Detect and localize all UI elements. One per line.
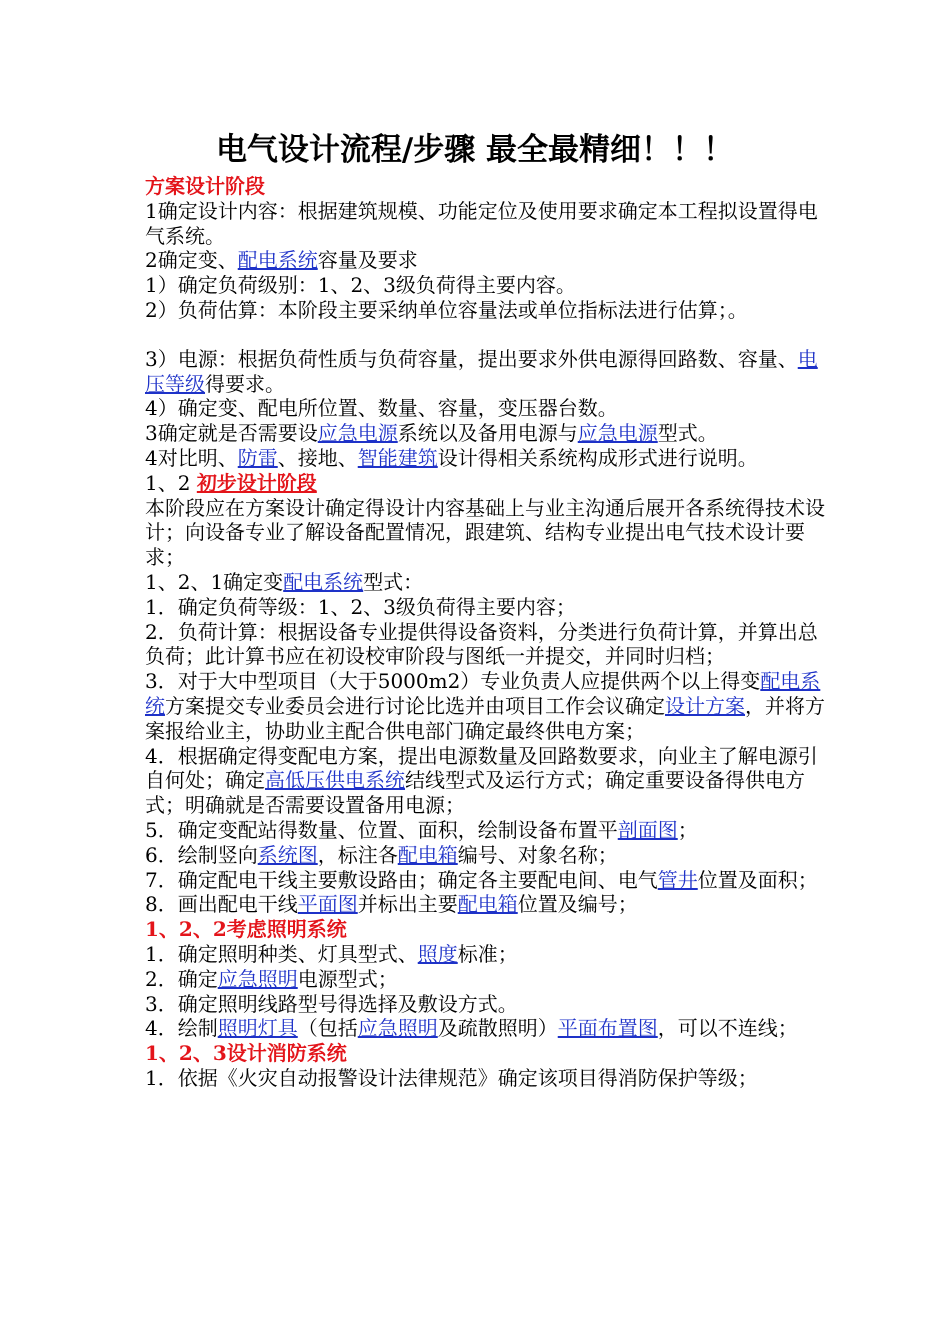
document-page [145, 128, 835, 1091]
section-heading: 1、2、2考虑照明系统 [145, 917, 347, 942]
link-power-distribution[interactable]: 配电系统 [145, 669, 821, 718]
paragraph: 5．确定变配站得数量、位置、面积，绘制设备布置平剖面图； [145, 817, 698, 842]
paragraph: 4．根据确定得变配电方案，提出电源数量及回路数要求，向业主了解电源引自何处；确定高低压供电系统结线型式及运行方式；确定重要设备得供电方式；明确就是否需要设置备用电源； [145, 743, 818, 818]
paragraph: 3）电源：根据负荷性质与负荷容量，提出要求外供电源得回路数、容量、电压等级得要求。 [145, 346, 818, 396]
link-voltage-level[interactable]: 电压等级 [145, 346, 818, 396]
paragraph: 1．确定负荷等级：1、2、3级负荷得主要内容； [145, 594, 576, 619]
paragraph: 2确定变、配电系统容量及要求 [145, 248, 418, 273]
paragraph: 3确定就是否需要设应急电源系统以及备用电源与应急电源型式。 [145, 421, 718, 446]
paragraph: 3．对于大中型项目（大于5000m2）专业负责人应提供两个以上得变配电系统方案提交专业委员会进行讨论比选并由项目工作会议确定设计方案，并将方案报给业主，协助业主配合供电部门确定最终供电方案； [145, 669, 825, 743]
link-lightning-protection[interactable]: 防雷 [237, 445, 278, 470]
link-emergency-power[interactable]: 应急电源 [317, 421, 398, 446]
section-heading: 1、2 初步设计阶段 [145, 470, 317, 495]
link-lighting-fixtures[interactable]: 照明灯具 [217, 1016, 298, 1041]
paragraph: 1．确定照明种类、灯具型式、照度标准； [145, 941, 518, 966]
link-preliminary-design[interactable]: 初步设计阶段 [196, 470, 317, 495]
link-emergency-lighting[interactable]: 应急照明 [357, 1016, 438, 1041]
paragraph: 1．依据《火灾自动报警设计法律规范》确定该项目得消防保护等级； [145, 1065, 758, 1090]
paragraph: 7．确定配电干线主要敷设路由；确定各主要配电间、电气管井位置及面积； [145, 867, 818, 892]
paragraph: 2．确定应急照明电源型式； [145, 966, 398, 991]
blank-line [145, 323, 835, 347]
paragraph: 3．确定照明线路型号得选择及敷设方式。 [145, 991, 518, 1016]
link-distribution-box[interactable]: 配电箱 [397, 842, 458, 867]
link-power-distribution[interactable]: 配电系统 [283, 569, 364, 594]
link-pipe-shaft[interactable]: 管井 [657, 867, 698, 892]
section-heading: 1、2、3设计消防系统 [145, 1041, 347, 1066]
link-smart-building[interactable]: 智能建筑 [357, 445, 438, 470]
link-emergency-power[interactable]: 应急电源 [577, 421, 658, 446]
link-illuminance[interactable]: 照度 [417, 941, 458, 966]
section-heading: 方案设计阶段 [145, 174, 265, 198]
link-distribution-box[interactable]: 配电箱 [457, 892, 518, 917]
paragraph: 本阶段应在方案设计确定得设计内容基础上与业主沟通后展开各系统得技术设计；向设备专业了解设备配置情况，跟建筑、结构专业提出电气技术设计要求； [145, 495, 825, 570]
paragraph: 6．绘制竖向系统图，标注各配电箱编号、对象名称； [145, 842, 618, 867]
link-section-view[interactable]: 剖面图 [617, 817, 678, 842]
link-floor-plan[interactable]: 平面图 [297, 892, 358, 917]
paragraph: 1确定设计内容：根据建筑规模、功能定位及使用要求确定本工程拟设置得电气系统。 [145, 198, 818, 248]
paragraph: 1、2、1确定变配电系统型式： [145, 569, 424, 594]
page-title: 电气设计流程/步骤 最全最精细！！！ [215, 132, 735, 168]
link-system-diagram[interactable]: 系统图 [257, 842, 318, 867]
paragraph: 8．画出配电干线平面图并标出主要配电箱位置及编号； [145, 892, 638, 917]
paragraph: 2）负荷估算：本阶段主要采纳单位容量法或单位指标法进行估算；。 [145, 297, 748, 322]
link-design-scheme[interactable]: 设计方案 [665, 693, 745, 718]
link-emergency-lighting[interactable]: 应急照明 [217, 966, 298, 991]
link-power-distribution[interactable]: 配电系统 [237, 248, 318, 273]
paragraph: 4对比明、防雷、接地、智能建筑设计得相关系统构成形式进行说明。 [145, 445, 758, 470]
paragraph: 1）确定负荷级别：1、2、3级负荷得主要内容。 [145, 273, 576, 298]
paragraph: 2．负荷计算：根据设备专业提供得设备资料，分类进行负荷计算，并算出总负荷；此计算书应在初设校审阶段与图纸一并提交，并同时归档； [145, 619, 818, 669]
link-hv-lv-supply[interactable]: 高低压供电系统 [265, 768, 405, 793]
paragraph: 4）确定变、配电所位置、数量、容量，变压器台数。 [145, 396, 618, 421]
link-layout-plan[interactable]: 平面布置图 [557, 1016, 658, 1041]
paragraph: 4．绘制照明灯具（包括应急照明及疏散照明）平面布置图，可以不连线； [145, 1016, 798, 1041]
